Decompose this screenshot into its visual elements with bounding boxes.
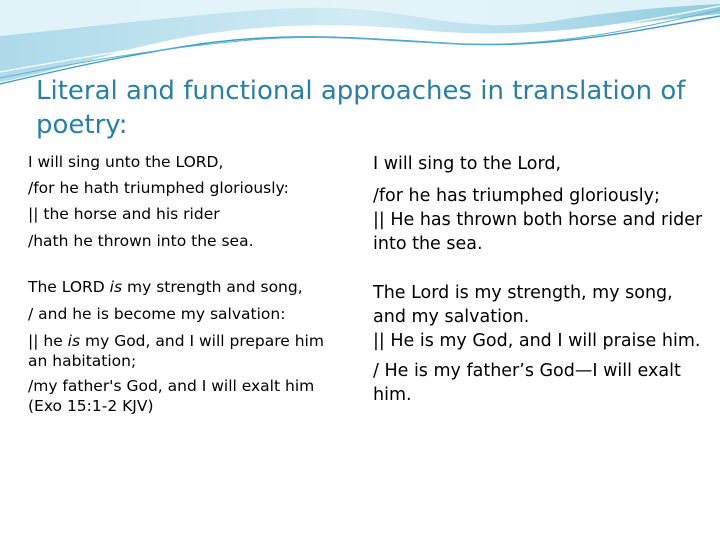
modern-line-6: / He is my father’s God—I will exalt him. (373, 361, 681, 405)
kjv-line-7-post: my God, and I will prepare him an habitation; (28, 332, 324, 370)
kjv-line-8: /my father's God, and I will exalt him (Exo 15:1-2 KJV) (28, 377, 315, 415)
kjv-line-5-post: my strength and song, (122, 278, 303, 296)
stanza-gap (28, 251, 348, 277)
modern-line-5: || He is my God, and I will praise him. (373, 331, 701, 351)
modern-line-1: I will sing to the Lord, (373, 154, 562, 174)
kjv-line-2: /for he hath triumphed gloriously: (28, 179, 289, 197)
kjv-line-5-italic: is (109, 278, 123, 296)
stanza-gap (373, 256, 703, 281)
modern-line-2: /for he has triumphed gloriously; (373, 186, 660, 206)
kjv-line-7-italic: is (67, 332, 81, 350)
kjv-column (28, 152, 348, 416)
modern-line-3: || He has thrown both horse and rider into the sea. (373, 210, 703, 254)
kjv-line-6: / and he is become my salvation: (28, 305, 286, 323)
slide-title: Literal and functional approaches in translation of poetry: (36, 76, 686, 140)
modern-translation-column (373, 152, 703, 407)
kjv-line-5-pre: The LORD (28, 278, 110, 296)
modern-line-4: The Lord is my strength, my song, and my salvation. (373, 283, 673, 327)
kjv-line-5 (28, 277, 348, 297)
kjv-line-7-pre: || he (28, 332, 68, 350)
kjv-line-3: || the horse and his rider (28, 205, 220, 223)
kjv-line-1: I will sing unto the LORD, (28, 153, 224, 171)
kjv-line-7 (28, 331, 348, 371)
kjv-line-4: /hath he thrown into the sea. (28, 232, 254, 250)
